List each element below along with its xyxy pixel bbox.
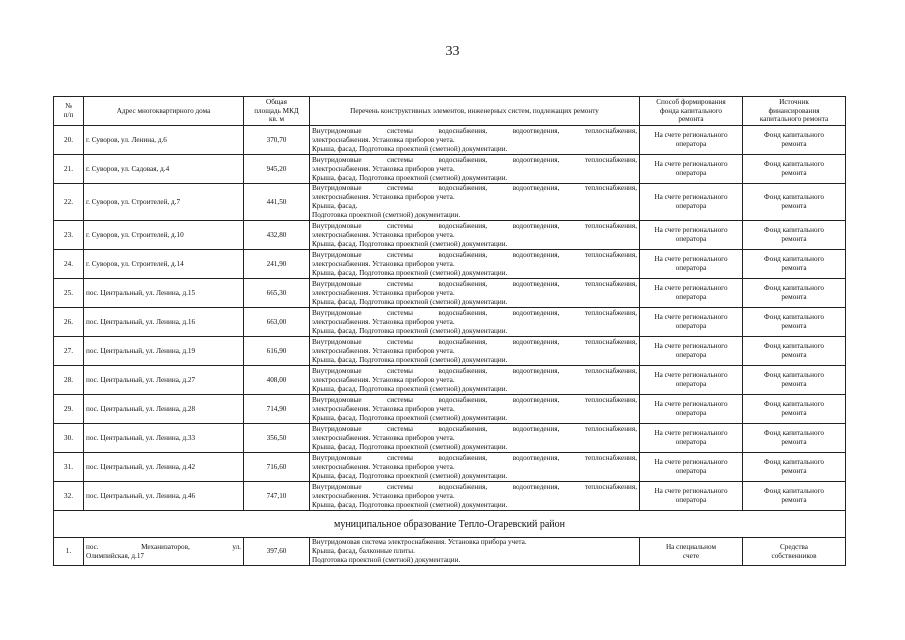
works-line: Крыша, фасад. Подготовка проектной (сметной) документации. <box>312 297 508 306</box>
row-area: 408,00 <box>244 366 310 395</box>
works-line: электроснабжения. Установка приборов учета. <box>312 259 455 268</box>
row-area: 616,90 <box>244 337 310 366</box>
table-row <box>54 221 846 250</box>
row-number: 23. <box>54 221 84 250</box>
works-line: Крыша, фасад, балконные плиты. <box>312 547 415 555</box>
row-works <box>310 250 640 279</box>
row-address: г. Суворов, ул. Строителей, д.14 <box>84 250 244 279</box>
works-line: электроснабжения. Установка приборов учета. <box>312 288 455 297</box>
capital-repair-table <box>53 96 846 566</box>
row-area: 716,60 <box>244 453 310 482</box>
row-finance-source: Средства собственников <box>743 538 846 566</box>
works-line: Внутридомовые системы водоснабжения, водоотведения, теплоснабжения, <box>312 250 637 259</box>
section-row <box>54 511 846 538</box>
row-fund-method: На счете регионального оператора <box>640 395 743 424</box>
works-line: электроснабжения. Установка приборов учета. <box>312 317 455 326</box>
works-line: Внутридомовые системы водоснабжения, водоотведения, теплоснабжения, <box>312 482 637 491</box>
header-works: Перечень конструктивных элементов, инженерных систем, подлежащих ремонту <box>310 97 640 126</box>
table-row <box>54 395 846 424</box>
works-line: Внутридомовые системы водоснабжения, водоотведения, теплоснабжения, <box>312 155 637 164</box>
row-number: 31. <box>54 453 84 482</box>
row-number: 27. <box>54 337 84 366</box>
works-line: Внутридомовые системы водоснабжения, водоотведения, теплоснабжения, <box>312 221 637 230</box>
row-fund-method: На счете регионального оператора <box>640 453 743 482</box>
row-address: г. Суворов, ул. Строителей, д.7 <box>84 184 244 221</box>
page-number: 33 <box>445 44 460 59</box>
row-finance-source: Фонд капитального ремонта <box>743 482 846 511</box>
row-works <box>310 184 640 221</box>
table-row <box>54 453 846 482</box>
works-line: Внутридомовые системы водоснабжения, водоотведения, теплоснабжения, <box>312 366 637 375</box>
row-fund-method: На счете регионального оператора <box>640 308 743 337</box>
row-finance-source: Фонд капитального ремонта <box>743 221 846 250</box>
row-number: 22. <box>54 184 84 221</box>
table-row <box>54 424 846 453</box>
row-finance-source: Фонд капитального ремонта <box>743 308 846 337</box>
table-row <box>54 126 846 155</box>
row-number: 30. <box>54 424 84 453</box>
address-part: ул. <box>232 542 241 551</box>
works-line: Внутридомовые системы водоснабжения, водоотведения, теплоснабжения, <box>312 279 637 288</box>
row-works <box>310 453 640 482</box>
header-address: Адрес многоквартирного дома <box>84 97 244 126</box>
row-finance-source: Фонд капитального ремонта <box>743 250 846 279</box>
row-fund-method: На специальном счете <box>640 538 743 566</box>
works-line: электроснабжения. Установка приборов учета. <box>312 462 455 471</box>
works-line: Внутридомовые системы водоснабжения, водоотведения, теплоснабжения, <box>312 424 637 433</box>
table-row <box>54 184 846 221</box>
header-finance-source: Источник финансирования капитального ремонта <box>743 97 846 126</box>
works-line: Крыша, фасад. Подготовка проектной (сметной) документации. <box>312 442 508 451</box>
row-number: 25. <box>54 279 84 308</box>
row-fund-method: На счете регионального оператора <box>640 279 743 308</box>
row-area: 370,70 <box>244 126 310 155</box>
row-fund-method: На счете регионального оператора <box>640 126 743 155</box>
row-area: 241,90 <box>244 250 310 279</box>
works-line: Внутридомовые системы водоснабжения, водоотведения, теплоснабжения, <box>312 308 637 317</box>
row-address: пос. Центральный, ул. Ленина, д.16 <box>84 308 244 337</box>
row-finance-source: Фонд капитального ремонта <box>743 424 846 453</box>
works-line: Подготовка проектной (сметной) документации. <box>312 556 461 564</box>
row-number: 29. <box>54 395 84 424</box>
table-row <box>54 538 846 566</box>
row-area: 441,50 <box>244 184 310 221</box>
works-line: электроснабжения. Установка приборов учета. <box>312 433 455 442</box>
row-number: 28. <box>54 366 84 395</box>
row-area: 397,60 <box>244 538 310 566</box>
works-line: электроснабжения. Установка приборов учета. <box>312 491 455 500</box>
row-works <box>310 395 640 424</box>
works-line: Подготовка проектной (сметной) документации. <box>312 211 461 219</box>
row-address: пос. Центральный, ул. Ленина, д.27 <box>84 366 244 395</box>
works-line: Крыша, фасад. Подготовка проектной (сметной) документации. <box>312 326 508 335</box>
works-line: электроснабжения. Установка приборов учета. <box>312 164 455 173</box>
works-line: Внутридомовые системы водоснабжения, водоотведения, теплоснабжения, <box>312 126 637 135</box>
header-num: № п/п <box>54 97 84 126</box>
works-line: Внутридомовые системы водоснабжения, водоотведения, теплоснабжения, <box>312 395 637 404</box>
row-fund-method: На счете регионального оператора <box>640 366 743 395</box>
row-number: 20. <box>54 126 84 155</box>
works-line: Крыша, фасад. Подготовка проектной (сметной) документации. <box>312 500 508 509</box>
works-line: электроснабжения. Установка приборов учета. <box>312 375 455 384</box>
row-area: 714,90 <box>244 395 310 424</box>
table-row <box>54 279 846 308</box>
works-line: Крыша, фасад. Подготовка проектной (сметной) документации. <box>312 471 508 480</box>
row-area: 747,10 <box>244 482 310 511</box>
table-row <box>54 482 846 511</box>
row-number: 24. <box>54 250 84 279</box>
row-finance-source: Фонд капитального ремонта <box>743 184 846 221</box>
row-works <box>310 337 640 366</box>
works-line: Внутридомовая система электроснабжения. Установка прибора учета. <box>312 538 527 546</box>
header-fund-method: Способ формирования фонда капитального ремонта <box>640 97 743 126</box>
table-row <box>54 337 846 366</box>
row-number: 21. <box>54 155 84 184</box>
row-address: пос. Центральный, ул. Ленина, д.42 <box>84 453 244 482</box>
address-part: Олимпийская, д.17 <box>86 551 145 560</box>
works-line: Крыша, фасад. Подготовка проектной (сметной) документации. <box>312 355 508 364</box>
table-row <box>54 366 846 395</box>
row-area: 432,80 <box>244 221 310 250</box>
row-works <box>310 366 640 395</box>
row-area: 945,20 <box>244 155 310 184</box>
row-fund-method: На счете регионального оператора <box>640 155 743 184</box>
address-part: пос. <box>86 542 99 551</box>
works-line: электроснабжения. Установка приборов учета. <box>312 404 455 413</box>
row-finance-source: Фонд капитального ремонта <box>743 337 846 366</box>
works-line: Крыша, фасад. Подготовка проектной (сметной) документации. <box>312 384 508 393</box>
row-finance-source: Фонд капитального ремонта <box>743 279 846 308</box>
row-works <box>310 221 640 250</box>
row-works <box>310 538 640 566</box>
row-area: 663,00 <box>244 308 310 337</box>
works-line: Внутридомовые системы водоснабжения, водоотведения, теплоснабжения, <box>312 184 637 192</box>
row-finance-source: Фонд капитального ремонта <box>743 126 846 155</box>
works-line: Крыша, фасад. Подготовка проектной (сметной) документации. <box>312 268 508 277</box>
table-row <box>54 308 846 337</box>
row-fund-method: На счете регионального оператора <box>640 250 743 279</box>
works-line: электроснабжения. Установка приборов учета. <box>312 193 455 201</box>
works-line: Внутридомовые системы водоснабжения, водоотведения, теплоснабжения, <box>312 337 637 346</box>
row-area: 356,50 <box>244 424 310 453</box>
row-address: г. Суворов, ул. Строителей, д.10 <box>84 221 244 250</box>
works-line: Крыша, фасад. Подготовка проектной (сметной) документации. <box>312 144 508 153</box>
works-line: Крыша, фасад. <box>312 202 358 210</box>
works-line: электроснабжения. Установка приборов учета. <box>312 230 455 239</box>
row-number: 1. <box>54 538 84 566</box>
row-address: пос. Центральный, ул. Ленина, д.33 <box>84 424 244 453</box>
row-fund-method: На счете регионального оператора <box>640 337 743 366</box>
row-works <box>310 424 640 453</box>
works-line: электроснабжения. Установка приборов учета. <box>312 346 455 355</box>
row-area: 665,30 <box>244 279 310 308</box>
row-address: пос. Центральный, ул. Ленина, д.46 <box>84 482 244 511</box>
row-finance-source: Фонд капитального ремонта <box>743 366 846 395</box>
row-number: 26. <box>54 308 84 337</box>
works-line: Крыша, фасад. Подготовка проектной (сметной) документации. <box>312 173 508 182</box>
row-address: пос. Центральный, ул. Ленина, д.19 <box>84 337 244 366</box>
row-works <box>310 308 640 337</box>
row-works <box>310 279 640 308</box>
row-address: пос. Центральный, ул. Ленина, д.28 <box>84 395 244 424</box>
row-finance-source: Фонд капитального ремонта <box>743 395 846 424</box>
row-address: г. Суворов, ул. Садовая, д.4 <box>84 155 244 184</box>
row-address: г. Суворов, ул. Ленина, д.6 <box>84 126 244 155</box>
table-header-row <box>54 97 846 126</box>
row-number: 32. <box>54 482 84 511</box>
row-works <box>310 155 640 184</box>
row-fund-method: На счете регионального оператора <box>640 424 743 453</box>
table-row <box>54 250 846 279</box>
header-area: Общая площадь МКД кв. м <box>244 97 310 126</box>
row-address <box>84 538 244 566</box>
row-finance-source: Фонд капитального ремонта <box>743 453 846 482</box>
works-line: электроснабжения. Установка приборов учета. <box>312 135 455 144</box>
table-row <box>54 155 846 184</box>
row-address: пос. Центральный, ул. Ленина, д.15 <box>84 279 244 308</box>
address-part: Механизаторов, <box>141 542 190 551</box>
row-fund-method: На счете регионального оператора <box>640 221 743 250</box>
row-works <box>310 126 640 155</box>
section-title: муниципальное образование Тепло-Огаревский район <box>54 511 846 538</box>
works-line: Крыша, фасад. Подготовка проектной (сметной) документации. <box>312 239 508 248</box>
row-works <box>310 482 640 511</box>
row-fund-method: На счете регионального оператора <box>640 482 743 511</box>
row-fund-method: На счете регионального оператора <box>640 184 743 221</box>
works-line: Крыша, фасад. Подготовка проектной (сметной) документации. <box>312 413 508 422</box>
works-line: Внутридомовые системы водоснабжения, водоотведения, теплоснабжения, <box>312 453 637 462</box>
row-finance-source: Фонд капитального ремонта <box>743 155 846 184</box>
